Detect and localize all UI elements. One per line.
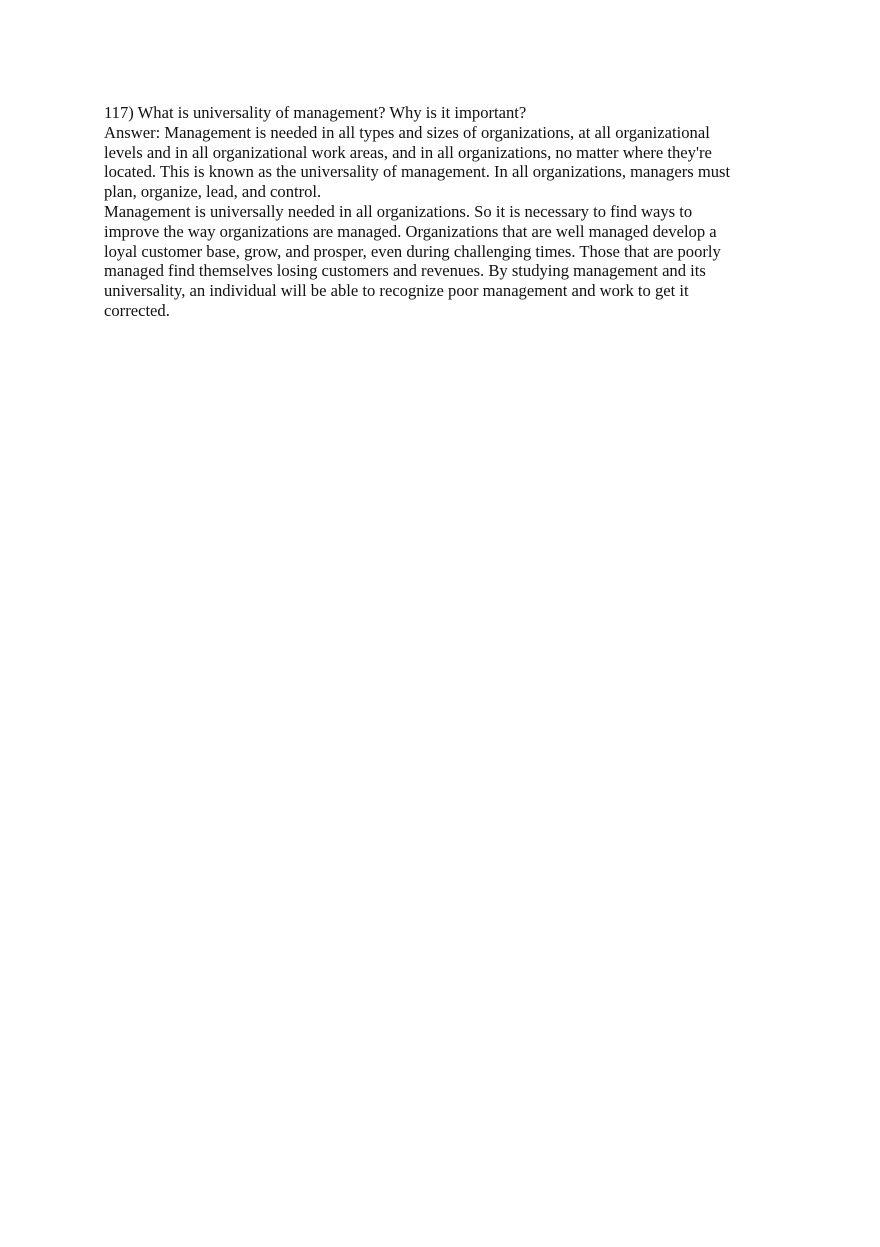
answer-line: loyal customer base, grow, and prosper, even during challenging times. Those that are poorly [104, 241, 721, 261]
answer-line: corrected. [104, 300, 170, 320]
answer-line: universality, an individual will be able to recognize poor management and work to get it [104, 281, 689, 301]
question-text: 117) What is universality of management? Why is it important? [104, 103, 527, 122]
answer-paragraph-1 [104, 123, 784, 202]
answer-line: plan, organize, lead, and control. [104, 182, 322, 202]
answer-line: Answer: Management is needed in all types and sizes of organizations, at all organizational [104, 122, 710, 142]
answer-line: Management is universally needed in all organizations. So it is necessary to find ways to [104, 201, 693, 221]
answer-line: managed find themselves losing customers and revenues. By studying management and its [104, 261, 706, 281]
answer-line: located. This is known as the universality of management. In all organizations, managers must [104, 162, 731, 182]
document-page [104, 103, 784, 321]
answer-line: levels and in all organizational work areas, and in all organizations, no matter where they're [104, 142, 712, 162]
answer-line: improve the way organizations are managed. Organizations that are well managed develop a [104, 221, 717, 241]
answer-paragraph-2 [104, 202, 784, 321]
